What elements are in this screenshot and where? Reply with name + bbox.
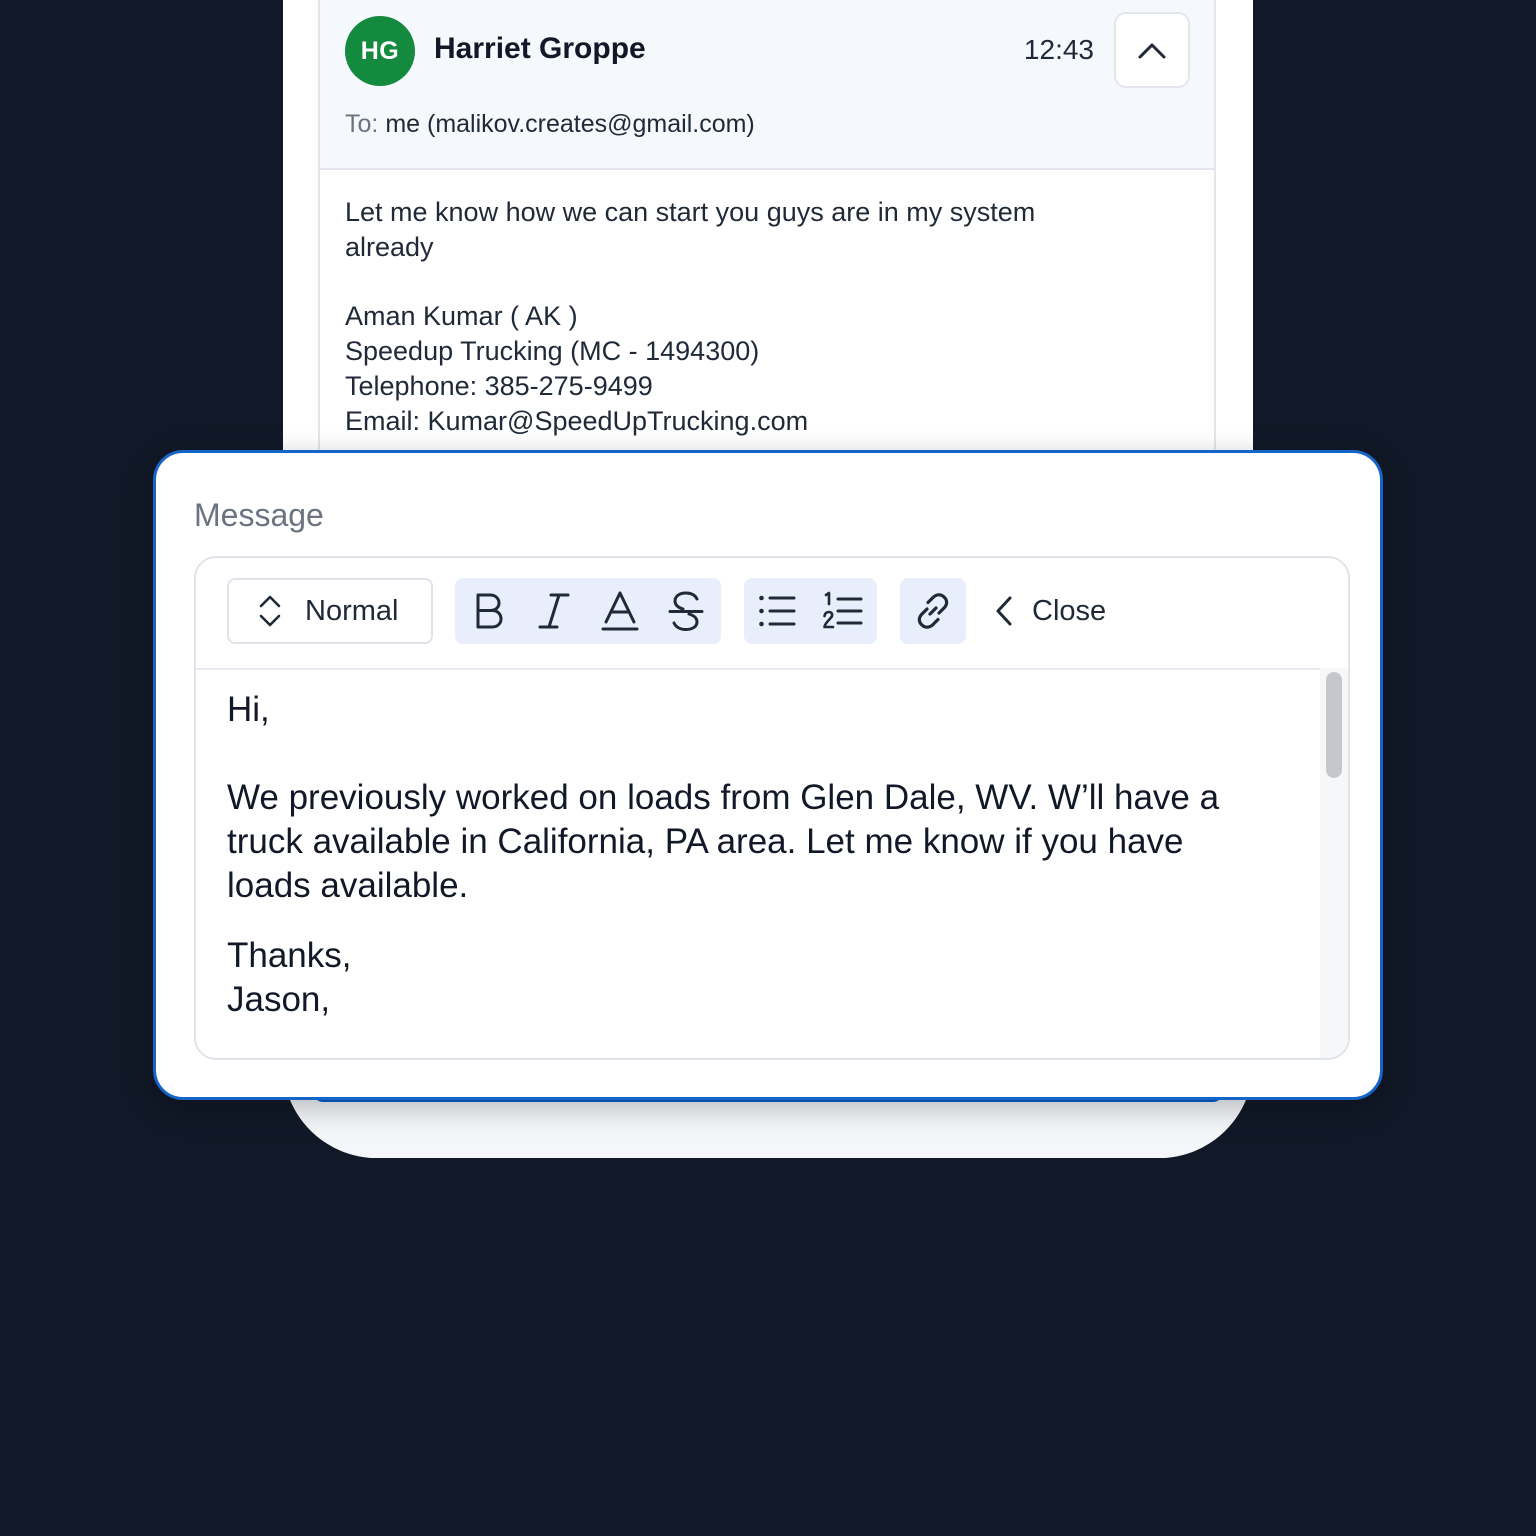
email-time: 12:43 <box>1023 34 1094 65</box>
email-message <box>318 0 1216 460</box>
signature-name: Aman Kumar ( AK ) <box>345 301 578 331</box>
italic-button[interactable] <box>521 578 587 644</box>
text-format-group <box>455 578 721 644</box>
message-line: truck available in California, PA area. Let me know if you have <box>227 822 1184 861</box>
editor-toolbar <box>196 558 1348 670</box>
message-line: Thanks, <box>227 936 352 975</box>
numbered-list-icon <box>823 591 863 631</box>
signature-telephone: Telephone: 385-275-9499 <box>345 371 653 401</box>
message-label: Message <box>194 497 324 533</box>
strikethrough-icon <box>668 590 704 632</box>
bold-icon <box>471 591 505 631</box>
close-label: Close <box>1032 594 1107 627</box>
strikethrough-button[interactable] <box>653 578 719 644</box>
chevron-updown-icon <box>255 591 285 631</box>
sender-name: Harriet Groppe <box>434 32 646 65</box>
bullet-list-icon <box>758 594 796 628</box>
collapse-button[interactable] <box>1114 12 1190 88</box>
italic-icon <box>537 591 571 631</box>
text-style-select[interactable] <box>227 578 433 644</box>
email-body <box>345 195 1185 439</box>
message-line: Jason, <box>227 980 331 1019</box>
text-style-value: Normal <box>305 594 399 627</box>
chevron-up-icon <box>1137 40 1167 60</box>
signature-email: Email: Kumar@SpeedUpTrucking.com <box>345 406 809 436</box>
scrollbar-thumb[interactable] <box>1326 672 1342 778</box>
email-body-line: already <box>345 232 434 262</box>
message-line: Hi, <box>227 690 270 729</box>
signature-company: Speedup Trucking (MC - 1494300) <box>345 336 760 366</box>
email-body-line: Let me know how we can start you guys are in my system <box>345 197 1036 227</box>
recipient-line <box>345 110 755 139</box>
message-line: We previously worked on loads from Glen Dale, WV. W’ll have a <box>227 778 1220 817</box>
to-label: To: <box>345 110 379 138</box>
avatar: HG <box>345 16 415 86</box>
list-format-group <box>744 578 877 644</box>
rich-text-editor <box>194 556 1350 1060</box>
message-body-input[interactable] <box>227 688 1317 1022</box>
bullet-list-button[interactable] <box>744 578 810 644</box>
message-composer <box>153 450 1383 1100</box>
chevron-left-icon <box>994 595 1014 627</box>
recipient-address: me (malikov.creates@gmail.com) <box>385 110 755 138</box>
underline-a-icon <box>601 590 639 632</box>
link-icon <box>914 592 952 630</box>
numbered-list-button[interactable] <box>810 578 876 644</box>
underline-button[interactable] <box>587 578 653 644</box>
bold-button[interactable] <box>455 578 521 644</box>
message-line: loads available. <box>227 866 469 905</box>
insert-link-button[interactable] <box>900 578 966 644</box>
close-toolbar-button[interactable] <box>994 578 1106 644</box>
link-group <box>900 578 966 644</box>
email-header <box>320 0 1214 170</box>
